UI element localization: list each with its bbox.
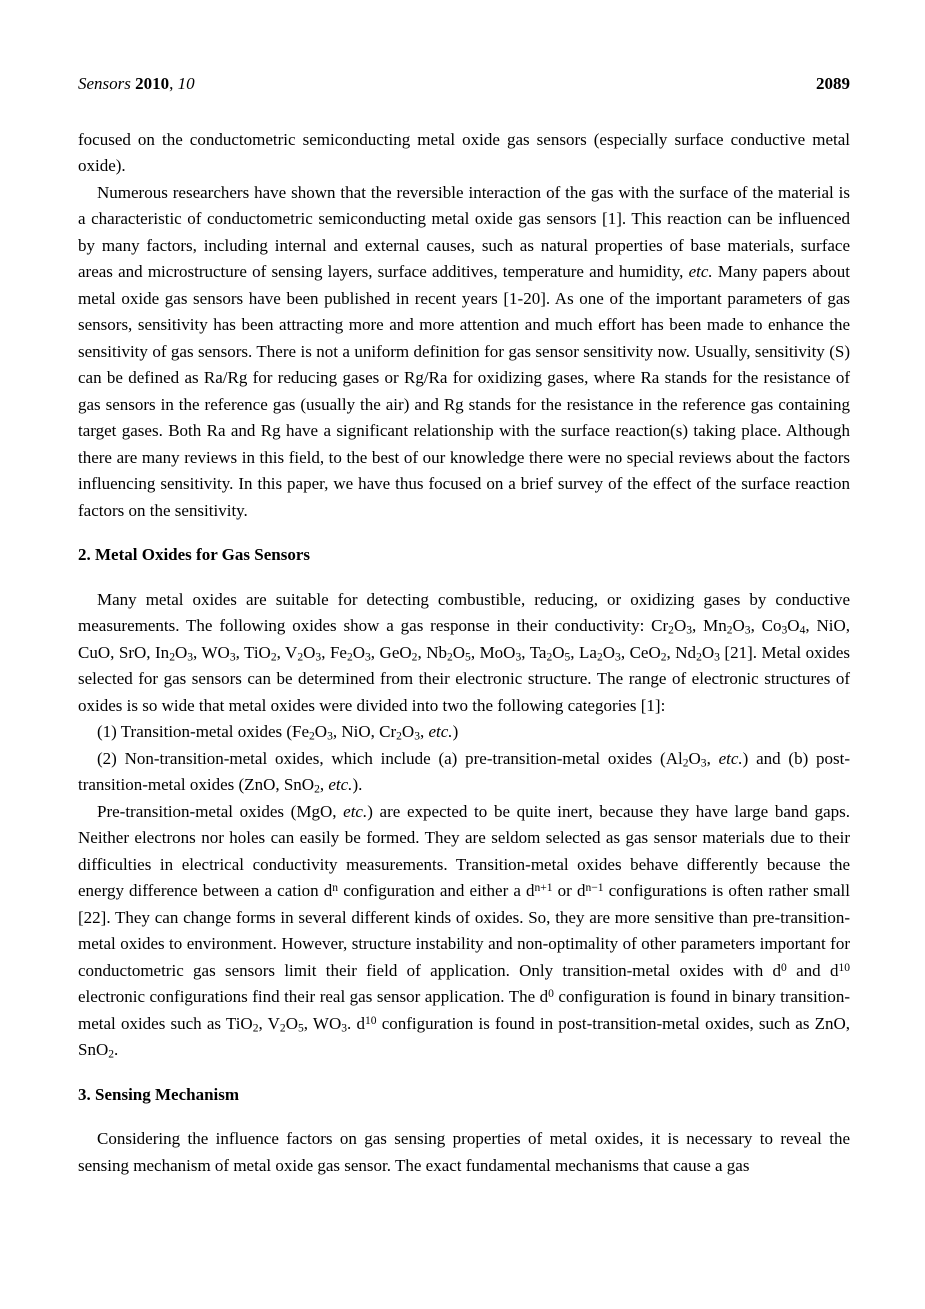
- page-number: 2089: [816, 74, 850, 93]
- text-segment: O: [552, 642, 565, 662]
- text-segment: 3: [327, 729, 333, 743]
- text-segment: , La: [570, 642, 597, 662]
- text-segment: 2: [668, 623, 674, 637]
- text-segment: 2: [270, 650, 277, 664]
- text-segment: (1) Transition-metal oxides (Fe: [97, 722, 310, 741]
- text-segment: etc.: [428, 722, 453, 741]
- text-segment: 0: [548, 986, 554, 1000]
- text-segment: 10: [838, 960, 851, 974]
- text-segment: ) and (b) post-transition-metal oxides (ZnO, SnO: [78, 748, 851, 794]
- text-segment: , V: [276, 642, 298, 662]
- text-segment: n−1: [585, 880, 604, 894]
- text-segment: configurations is often rather small [22]. They can change forms in several different kinds of oxides. So, they are more sensitive than pre-transition-metal oxides to environment. However, structure instability and non-optimality of other parameters important for conductometric gas sensors limit their field of application. Only transition-metal oxides with d: [78, 881, 850, 980]
- text-segment: 3: [714, 650, 720, 664]
- text-segment: 2: [309, 729, 315, 743]
- text-segment: 2: [446, 650, 453, 664]
- text-segment: configuration and either a d: [338, 881, 535, 900]
- text-segment: 3: [744, 623, 751, 637]
- text-segment: 4: [799, 623, 806, 637]
- text-segment: O: [174, 642, 188, 662]
- text-segment: 2: [596, 650, 603, 664]
- text-segment: and d: [786, 960, 839, 980]
- text-segment: 5: [297, 1021, 304, 1035]
- text-segment: etc.: [718, 748, 743, 768]
- text-segment: 0: [781, 960, 787, 974]
- text-segment: ,: [419, 722, 429, 741]
- paragraph: [78, 719, 850, 746]
- text-segment: , Co: [750, 616, 782, 635]
- paragraph: [78, 587, 850, 720]
- paragraph: [78, 746, 850, 799]
- text-segment: , WO: [303, 1013, 342, 1033]
- text-segment: 2: [726, 623, 733, 637]
- text-segment: O: [688, 748, 701, 768]
- text-segment: O: [352, 642, 366, 662]
- text-segment: 3: [187, 650, 194, 664]
- text-segment: 3: [365, 650, 371, 664]
- paragraph: [78, 180, 850, 525]
- text-segment: ,: [319, 775, 329, 794]
- text-segment: , MoO: [470, 642, 516, 662]
- text-segment: 2. Metal Oxides for Gas Sensors: [78, 545, 311, 564]
- text-segment: , V: [258, 1013, 280, 1033]
- text-segment: 2: [682, 756, 689, 770]
- text-segment: ).: [352, 775, 363, 794]
- text-segment: , CeO: [620, 642, 661, 662]
- text-segment: O: [285, 1013, 298, 1033]
- text-segment: O: [303, 642, 316, 662]
- text-segment: Pre-transition-metal oxides (MgO,: [97, 801, 344, 821]
- text-segment: etc.: [688, 262, 713, 281]
- text-segment: n+1: [534, 880, 553, 894]
- text-segment: , GeO: [370, 642, 412, 662]
- text-segment: Sensors: [78, 74, 131, 93]
- text-segment: 2: [546, 650, 553, 664]
- text-segment: 2: [696, 650, 702, 664]
- text-segment: (2) Non-transition-metal oxides, which include (a) pre-transition-metal oxides (Al: [97, 748, 683, 768]
- text-segment: O: [732, 616, 745, 635]
- text-segment: electronic configurations find their real gas sensor application. The d: [78, 987, 549, 1006]
- text-segment: [21]. Metal oxides selected for gas sensors can be determined from their electronic structure. The range of electronic structures of oxides is so wide that metal oxides were divided into two the following categories [1]:: [78, 642, 851, 715]
- text-segment: , NiO, CuO, SrO, In: [78, 616, 850, 662]
- text-segment: Many papers about metal oxide gas sensors have been published in recent years [1-20]. As one of the important parameters of gas sensors, sensitivity has been attracting more and more attention and much effort has been made to enhance the sensitivity of gas sensors. There is not a uniform definition for gas sensor sensitivity now. Usually, sensitivity (S) can be defined as Ra/Rg for reducing gases or Rg/Ra for oxidizing gases, where Ra stands for the resistance of gas sensors in the reference gas (usually the air) and Rg stands for the resistance in the reference gas containing target gases. Both Ra and Rg have a significant relationship with the surface reaction(s) taking place. Although there are many reviews in this field, to the best of our knowledge there were no special reviews about the factors influencing sensitivity. In this paper, we have thus focused on a brief survey of the effect of the surface reaction factors on the sensitivity.: [78, 262, 850, 520]
- text-segment: configuration is found in binary transition-metal oxides such as TiO: [78, 987, 850, 1033]
- document-content: [78, 127, 850, 1180]
- text-segment: , Nb: [417, 642, 447, 662]
- text-segment: 3: [781, 623, 788, 637]
- text-segment: 2: [346, 650, 353, 664]
- text-segment: 2: [279, 1021, 286, 1035]
- text-segment: O: [314, 722, 328, 741]
- text-segment: , NiO, Cr: [332, 722, 397, 741]
- paragraph: [78, 1126, 850, 1179]
- paragraph: [78, 799, 850, 1064]
- text-segment: .: [114, 1040, 119, 1059]
- text-segment: 3: [229, 650, 236, 664]
- text-segment: configuration is found in post-transition-metal oxides, such as ZnO, SnO: [78, 1013, 851, 1059]
- text-segment: 2: [297, 650, 304, 664]
- text-segment: 10: [364, 1013, 377, 1027]
- text-segment: 3: [341, 1021, 348, 1035]
- text-segment: O: [701, 642, 715, 662]
- text-segment: O: [602, 642, 616, 662]
- text-segment: 2: [660, 650, 667, 664]
- text-segment: , Ta: [521, 642, 547, 662]
- text-segment: 3: [700, 756, 707, 770]
- paragraph: [78, 127, 850, 180]
- text-segment: O: [452, 642, 466, 662]
- text-segment: , Mn: [692, 616, 727, 635]
- text-segment: ,: [706, 748, 719, 768]
- text-segment: 3: [686, 623, 692, 637]
- text-segment: , TiO: [235, 642, 271, 662]
- text-segment: or d: [552, 881, 586, 900]
- text-segment: 3: [315, 650, 322, 664]
- page-header: [78, 71, 850, 98]
- text-segment: 2: [314, 782, 320, 796]
- text-segment: etc.: [343, 801, 368, 821]
- text-segment: 2010: [135, 74, 170, 93]
- text-segment: 3. Sensing Mechanism: [78, 1084, 240, 1104]
- text-segment: ): [452, 722, 459, 741]
- text-segment: Numerous researchers have shown that the reversible interaction of the gas with the surface of the material is a characteristic of conductometric semiconducting metal oxide gas sensors [1]. This reaction can be influenced by many factors, including internal and external causes, such as natural properties of base materials, surface areas and microstructure of sensing layers, surface additives, temperature and humidity,: [78, 182, 850, 281]
- text-segment: 2: [252, 1021, 259, 1035]
- text-segment: O: [787, 616, 800, 635]
- text-segment: Many metal oxides are suitable for detecting combustible, reducing, or oxidizing gases by conductive measurements. The following oxides show a gas response in their conductivity: Cr: [78, 589, 850, 635]
- section-heading: [78, 1082, 850, 1109]
- text-segment: O: [401, 722, 415, 741]
- text-segment: focused on the conductometric semiconducting metal oxide gas sensors (especially surface conductive metal oxide).: [78, 129, 850, 175]
- text-segment: ) are expected to be quite inert, because they have large band gaps. Neither electrons nor holes can easily be formed. They are seldom selected as gas sensor materials due to their difficulties in electrical conductivity measurements. Transition-metal oxides behave differently because the energy difference between a cation d: [78, 801, 850, 900]
- text-segment: 2: [108, 1047, 115, 1061]
- text-segment: , Nd: [666, 642, 697, 662]
- text-segment: 2: [169, 650, 175, 664]
- text-segment: O: [673, 616, 687, 635]
- text-segment: , Fe: [321, 642, 347, 662]
- text-segment: 2: [411, 650, 418, 664]
- text-segment: 2: [396, 729, 402, 743]
- text-segment: etc.: [328, 775, 353, 794]
- journal-citation: [78, 71, 195, 98]
- text-segment: . d: [347, 1013, 365, 1033]
- text-segment: 3: [515, 650, 522, 664]
- text-segment: 3: [615, 650, 621, 664]
- text-segment: , WO: [193, 642, 230, 662]
- text-segment: 5: [465, 650, 471, 664]
- text-segment: 10: [177, 74, 195, 93]
- text-segment: 3: [414, 729, 420, 743]
- section-heading: [78, 542, 850, 569]
- text-segment: 5: [564, 650, 571, 664]
- text-segment: Considering the influence factors on gas sensing properties of metal oxides, it is necessary to reveal the sensing mechanism of metal oxide gas sensor. The exact fundamental mechanisms that cause a gas: [78, 1129, 850, 1175]
- text-segment: n: [332, 880, 339, 894]
- text-segment: ,: [169, 74, 178, 93]
